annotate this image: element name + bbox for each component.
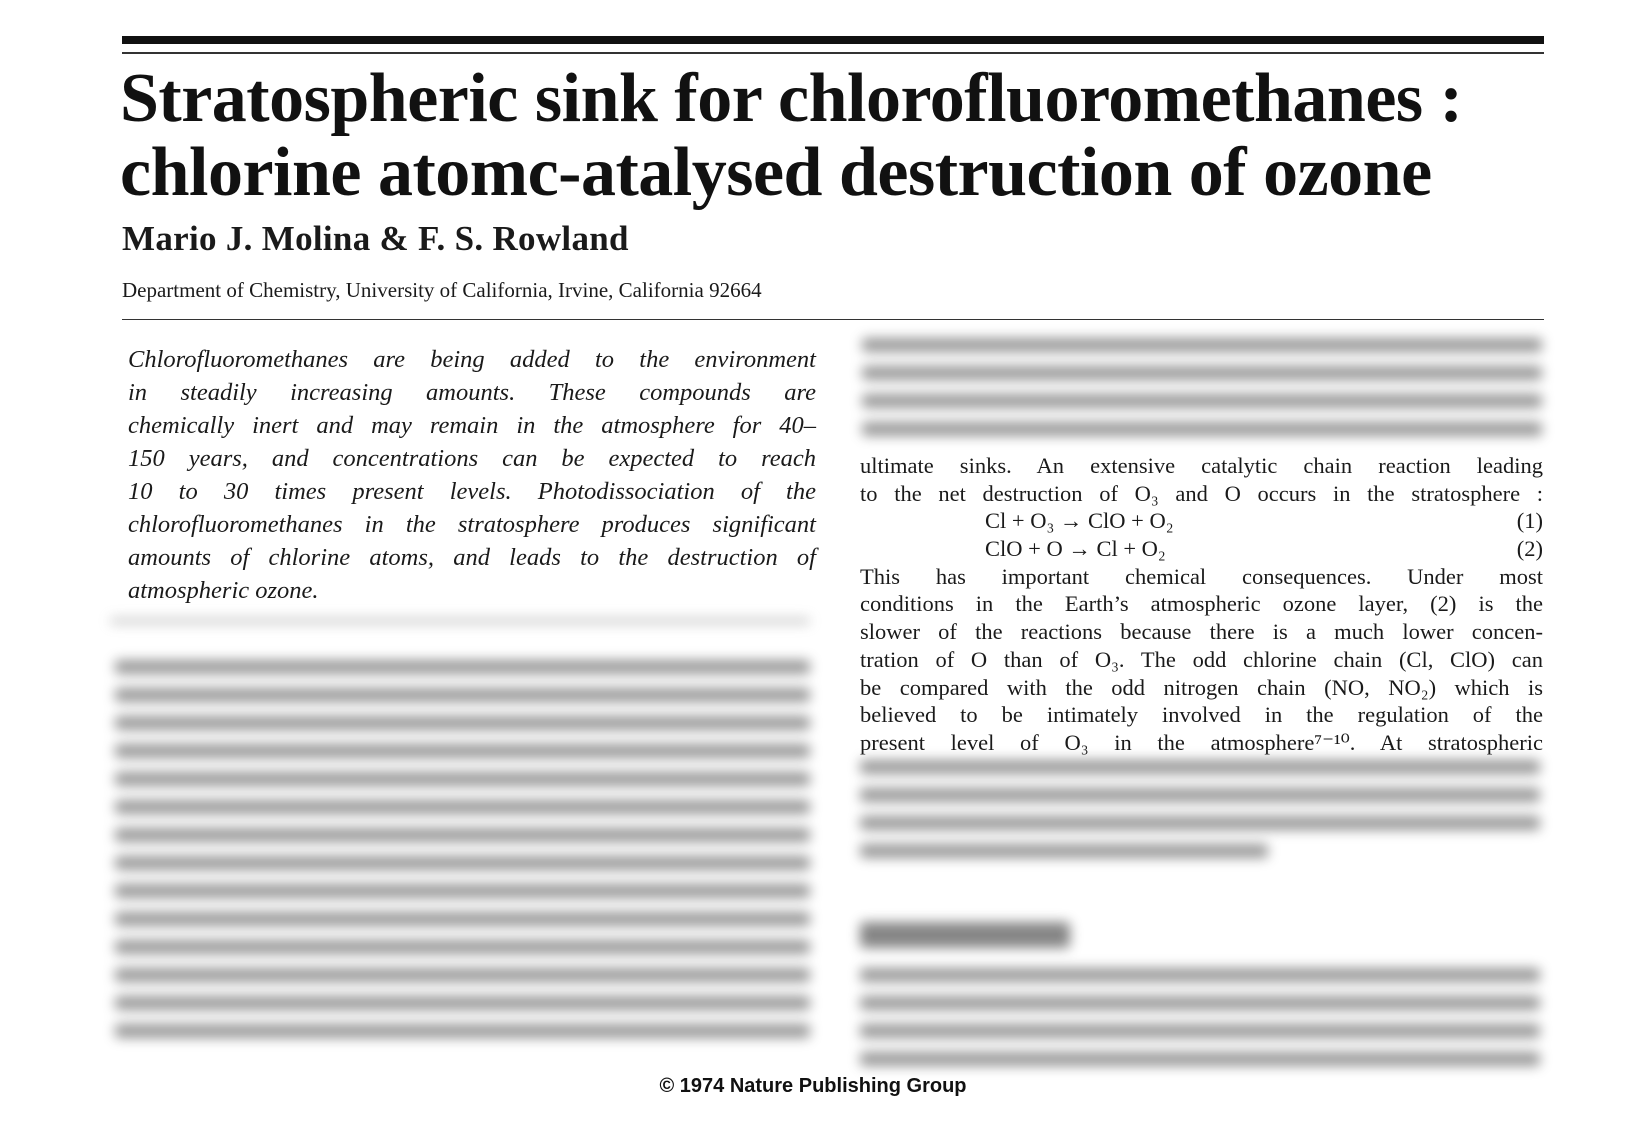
abstract-line: atmospheric ozone. [128,577,319,604]
excerpt-line: present level of O₃ in the atmosphere⁷⁻¹⁰. At stratospheric [860,730,1543,755]
abstract-line: 10 to 30 times present levels. Photodissociation of the [128,478,816,505]
equation-number: (2) [1516,536,1543,562]
abstract-line: 150 years, and concentrations can be expected to reach [128,445,816,472]
equation-1 [860,507,1543,535]
article-authors: Mario J. Molina & F. S. Rowland [122,219,629,258]
blurred-body-right-bottom [860,760,1540,872]
title-line-1: Stratospheric sink for chlorofluoromethanes : [120,60,1463,137]
abstract-line: chemically inert and may remain in the atmosphere for 40– [128,412,816,439]
blurred-body-right-top [862,338,1542,436]
blurred-body-left [115,660,810,1052]
excerpt-line: slower of the reactions because there is a much lower concen- [860,619,1543,645]
abstract-line: in steadily increasing amounts. These compounds are [128,379,816,406]
author-affiliation: Department of Chemistry, University of California, Irvine, California 92664 [122,278,762,302]
excerpt-line: tration of O than of O₃. The odd chlorine chain (Cl, ClO) can [860,646,1543,672]
abstract-line: Chlorofluoromethanes are being added to the environment [128,346,816,373]
equation-formula: ClO + O → Cl + O₂ [985,536,1166,562]
excerpt-line: This has important chemical consequences. Under most [860,563,1543,589]
equation-formula: Cl + O₃ → ClO + O₂ [985,508,1174,534]
abstract-line: chlorofluoromethanes in the stratosphere produces significant [128,511,816,538]
article-title [120,62,1550,210]
top-thin-rule [122,52,1544,54]
blurred-abstract-rule [110,618,810,638]
equation-number: (1) [1516,508,1543,534]
abstract [128,343,816,607]
excerpt-line: ultimate sinks. An extensive catalytic chain reaction leading [860,453,1543,478]
abstract-line: amounts of chlorine atoms, and leads to the destruction of [128,544,816,571]
top-thick-rule [122,36,1544,44]
blurred-section-heading [860,922,1540,1080]
excerpt-line: believed to be intimately involved in the regulation of the [860,702,1543,728]
copyright-notice: © 1974 Nature Publishing Group [659,1075,967,1097]
excerpt-line: to the net destruction of O₃ and O occurs in the stratosphere : [860,480,1543,506]
equation-2 [860,535,1543,563]
excerpt-line: conditions in the Earth’s atmospheric ozone layer, (2) is the [860,591,1543,617]
title-line-2: chlorine atomc-atalysed destruction of ozone [120,134,1432,211]
header-divider [122,319,1544,320]
readable-excerpt [860,452,1543,757]
excerpt-line: be compared with the odd nitrogen chain (NO, NO₂) which is [860,674,1543,700]
